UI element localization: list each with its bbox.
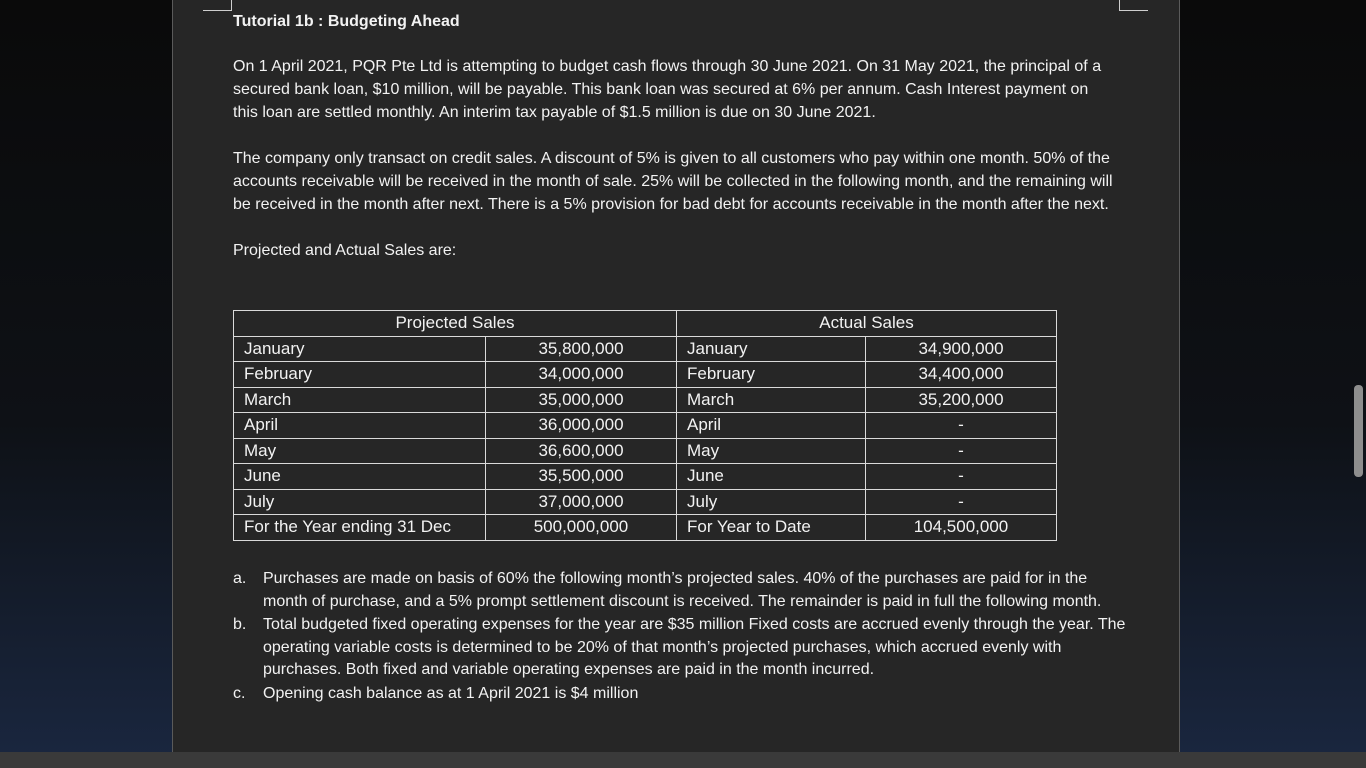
list-marker: c.	[233, 684, 246, 702]
paragraph-sales-intro: Projected and Actual Sales are:	[233, 242, 457, 259]
actual-month: January	[677, 336, 866, 362]
table-row	[234, 438, 1057, 464]
actual-value: 34,900,000	[866, 336, 1057, 362]
projected-sales-header: Projected Sales	[234, 311, 677, 337]
document-title: Tutorial 1b : Budgeting Ahead	[233, 13, 460, 30]
actual-value: -	[866, 464, 1057, 490]
list-item	[233, 683, 1133, 706]
projected-month: May	[234, 438, 486, 464]
list-item-text: Purchases are made on basis of 60% the following month’s projected sales. 40% of the purchases are paid for in the month of purchase, and a 5% prompt settlement discount is received. The remainder is paid in full the following month.	[263, 570, 1102, 610]
projected-value: 36,600,000	[486, 438, 677, 464]
list-marker: b.	[233, 616, 247, 633]
projected-total-label: For the Year ending 31 Dec	[234, 515, 486, 541]
list-item	[233, 568, 1133, 613]
projected-value: 37,000,000	[486, 489, 677, 515]
actual-value: -	[866, 413, 1057, 439]
actual-month: June	[677, 464, 866, 490]
table-total-row	[234, 515, 1057, 541]
actual-month: April	[677, 413, 866, 439]
projected-value: 34,000,000	[486, 362, 677, 388]
vertical-scrollbar-thumb[interactable]	[1354, 385, 1363, 477]
projected-month: March	[234, 387, 486, 413]
actual-value: -	[866, 489, 1057, 515]
document-page	[172, 0, 1180, 752]
actual-value: -	[866, 438, 1057, 464]
list-item-text: Opening cash balance as at 1 April 2021 is $4 million	[263, 684, 639, 702]
actual-month: February	[677, 362, 866, 388]
actual-total-value: 104,500,000	[866, 515, 1057, 541]
table-row	[234, 336, 1057, 362]
table-row	[234, 489, 1057, 515]
actual-value: 34,400,000	[866, 362, 1057, 388]
projected-value: 36,000,000	[486, 413, 677, 439]
projected-value: 35,500,000	[486, 464, 677, 490]
actual-total-label: For Year to Date	[677, 515, 866, 541]
actual-month: March	[677, 387, 866, 413]
actual-month: July	[677, 489, 866, 515]
projected-month: April	[234, 413, 486, 439]
page-corner-mark	[1119, 0, 1148, 11]
sales-table	[233, 310, 1057, 541]
projected-value: 35,800,000	[486, 336, 677, 362]
projected-month: January	[234, 336, 486, 362]
projected-month: June	[234, 464, 486, 490]
table-header-row	[234, 311, 1057, 337]
projected-month: July	[234, 489, 486, 515]
list-item	[233, 614, 1133, 682]
projected-total-value: 500,000,000	[486, 515, 677, 541]
table-row	[234, 387, 1057, 413]
actual-value: 35,200,000	[866, 387, 1057, 413]
page-corner-mark	[203, 0, 232, 11]
actual-sales-header: Actual Sales	[677, 311, 1057, 337]
table-row	[234, 413, 1057, 439]
paragraph-receivables: The company only transact on credit sales. A discount of 5% is given to all customers who pay within one month. 50% of the accounts receivable will be received in the month of sale. 25% will be collected in the following month, and the remaining will be received in the month after next. There is a 5% provision for bad debt for accounts receivable in the month after the next.	[233, 150, 1113, 213]
paragraph-loan: On 1 April 2021, PQR Pte Ltd is attempting to budget cash flows through 30 June 2021. On 31 May 2021, the principal of a secured bank loan, $10 million, will be payable. This bank loan was secured at 6% per annum. Cash Interest payment on this loan are settled monthly. An interim tax payable of $1.5 million is due on 30 June 2021.	[233, 58, 1102, 121]
table-row	[234, 464, 1057, 490]
assumptions-list	[233, 568, 1133, 706]
document-body	[233, 10, 1113, 262]
projected-value: 35,000,000	[486, 387, 677, 413]
horizontal-scrollbar[interactable]	[0, 752, 1366, 768]
actual-month: May	[677, 438, 866, 464]
list-item-text: Total budgeted fixed operating expenses for the year are $35 million Fixed costs are accrued evenly through the year. The operating variable costs is determined to be 20% of that month’s projected purchases, which accrued evenly with purchases. Both fixed and variable operating expenses are paid in the month incurred.	[263, 616, 1126, 678]
table-row	[234, 362, 1057, 388]
list-marker: a.	[233, 570, 247, 587]
projected-month: February	[234, 362, 486, 388]
